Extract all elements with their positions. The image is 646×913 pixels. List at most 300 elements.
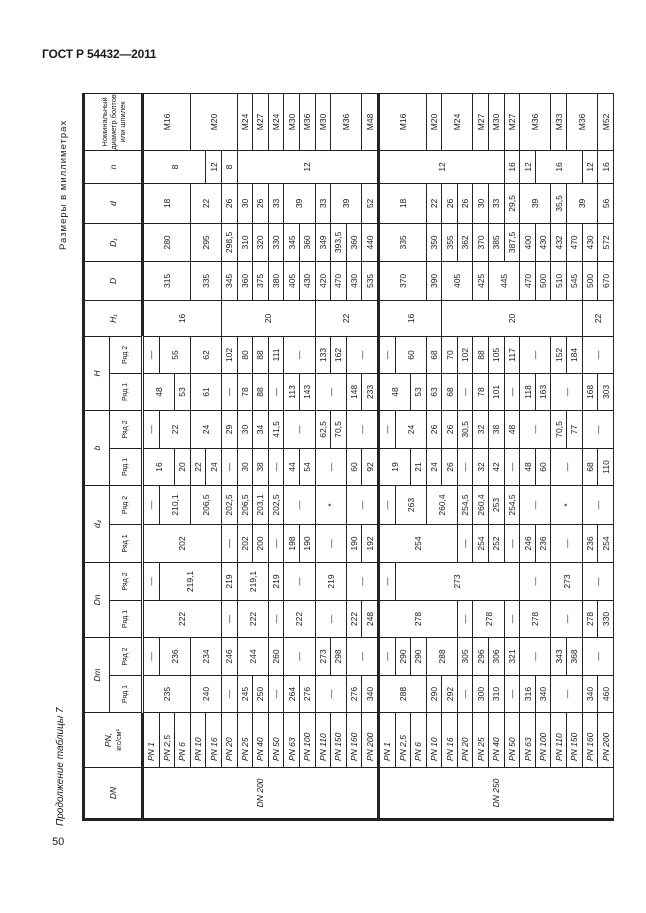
cell-h1: 78: [473, 373, 489, 410]
cell-d42: —: [582, 485, 613, 524]
cell-dm1: —: [551, 676, 582, 713]
cell-b2: —: [143, 410, 160, 448]
pn-cell: PN 50: [268, 713, 284, 768]
cell-n: 12: [520, 150, 536, 183]
pn-cell: PN 110: [551, 713, 567, 768]
cell-h1: 88: [253, 373, 269, 410]
cell-d42: —: [143, 485, 160, 524]
cell-b1: —: [504, 448, 520, 485]
table-row: [237, 93, 253, 819]
cell-b2: 48: [504, 410, 520, 448]
header-b: b: [84, 410, 110, 485]
cell-b1: —: [315, 448, 346, 485]
cell-dm2: 343: [551, 637, 567, 675]
cell-b1: 60: [346, 448, 362, 485]
cell-d: 380: [268, 261, 284, 300]
cell-dm1: —: [221, 676, 237, 713]
cell-h2: —: [284, 336, 315, 373]
table-row: [504, 93, 520, 819]
cell-h2: —: [346, 336, 378, 373]
pn-cell: PN 160: [346, 713, 362, 768]
cell-d42: —: [378, 485, 395, 524]
cell-d: 56: [598, 183, 614, 223]
cell-dm2: 368: [567, 637, 583, 675]
cell-dm2: 306: [489, 637, 505, 675]
cell-d: 335: [190, 261, 221, 300]
cell-d41: 202: [143, 524, 222, 562]
cell-h1: 20: [442, 300, 582, 336]
pn-cell: PN 50: [504, 713, 520, 768]
table-row: [315, 93, 331, 819]
cell-dm1: —: [457, 676, 473, 713]
cell-h1: 163: [535, 373, 551, 410]
cell-dm1: 300: [473, 676, 489, 713]
cell-h2: 88: [473, 336, 489, 373]
cell-b1: 68: [582, 448, 598, 485]
cell-dm1: 316: [520, 676, 536, 713]
table-row: [457, 93, 473, 819]
cell-h1: 20: [221, 300, 315, 336]
cell-d: 39: [520, 183, 551, 223]
cell-dm2: 305: [457, 637, 473, 675]
pn-cell: PN 63: [520, 713, 536, 768]
cell-h2: 152: [551, 336, 567, 373]
cell-d1: 320: [253, 223, 269, 261]
cell-dm2: 296: [473, 637, 489, 675]
cell-d42: *: [551, 485, 582, 524]
cell-d: 670: [598, 261, 614, 300]
pn-cell: PN 1: [378, 713, 395, 768]
header-row-1: Ряд 1: [110, 448, 143, 485]
cell-d42: 263: [395, 485, 426, 524]
cell-d42: 206,5: [190, 485, 221, 524]
cell-h1: 148: [346, 373, 362, 410]
cell-d: 430: [346, 261, 362, 300]
cell-d41: 254: [598, 524, 614, 562]
table-row: [426, 93, 442, 819]
cell-d1: 330: [268, 223, 284, 261]
cell-d: 390: [426, 261, 442, 300]
cell-bolt: M27: [473, 93, 489, 150]
cell-bolt: M20: [190, 93, 237, 150]
cell-d1: 310: [237, 223, 253, 261]
cell-dm1: 288: [378, 676, 426, 713]
pn-cell: PN 10: [426, 713, 442, 768]
pn-cell: PN 200: [362, 713, 379, 768]
page-number: 50: [52, 836, 65, 848]
pn-cell: PN 2,5: [395, 713, 411, 768]
cell-d42: 260,4: [473, 485, 489, 524]
cell-b2: —: [284, 410, 315, 448]
pn-cell: PN 100: [535, 713, 551, 768]
cell-h2: 117: [504, 336, 520, 373]
pn-cell: PN 20: [457, 713, 473, 768]
cell-b1: 54: [299, 448, 315, 485]
cell-d1: 370: [473, 223, 489, 261]
cell-dn2: —: [520, 562, 551, 600]
cell-dm1: 276: [346, 676, 362, 713]
cell-dm2: 260: [268, 637, 284, 675]
cell-d: 405: [442, 261, 473, 300]
pn-cell: PN 25: [473, 713, 489, 768]
cell-d41: 198: [284, 524, 300, 562]
table-row: [253, 93, 269, 819]
cell-n: 12: [378, 150, 504, 183]
cell-dm1: —: [315, 676, 346, 713]
cell-dn2: —: [582, 562, 613, 600]
pn-cell: PN 160: [582, 713, 598, 768]
table-row: [551, 93, 567, 819]
cell-bolt: M27: [504, 93, 520, 150]
cell-d: 420: [315, 261, 331, 300]
cell-h1: 22: [315, 300, 378, 336]
cell-d1: 335: [378, 223, 426, 261]
cell-h2: —: [520, 336, 551, 373]
cell-n: 16: [504, 150, 520, 183]
cell-b2: 26: [426, 410, 442, 448]
cell-bolt: M36: [567, 93, 598, 150]
cell-h2: 68: [426, 336, 442, 373]
cell-dm1: —: [268, 676, 284, 713]
cell-b1: 30: [237, 448, 253, 485]
cell-bolt: M27: [253, 93, 269, 150]
cell-b1: 24: [426, 448, 442, 485]
cell-b1: 19: [378, 448, 410, 485]
cell-bolt: M36: [520, 93, 551, 150]
cell-dn1: 222: [284, 600, 315, 637]
cell-b2: 70,5: [551, 410, 567, 448]
cell-d41: 254: [473, 524, 489, 562]
cell-d: 18: [143, 183, 191, 223]
cell-dm2: 298: [331, 637, 347, 675]
cell-dn1: —: [315, 600, 346, 637]
cell-bolt: M48: [362, 93, 379, 150]
cell-d: 29,5: [504, 183, 520, 223]
cell-dn2: 219,1: [237, 562, 268, 600]
document-title: ГОСТ Р 54432—2011: [42, 47, 157, 61]
cell-d: 26: [442, 183, 458, 223]
table-row: [143, 93, 160, 819]
cell-dm1: 245: [237, 676, 253, 713]
cell-d1: 349: [315, 223, 331, 261]
pn-cell: PN 110: [315, 713, 331, 768]
cell-b2: 29: [221, 410, 237, 448]
cell-b2: 24: [395, 410, 426, 448]
cell-dm1: 292: [442, 676, 458, 713]
cell-h1: 303: [598, 373, 614, 410]
cell-h1: 118: [520, 373, 536, 410]
cell-d41: 190: [299, 524, 315, 562]
cell-dm2: —: [520, 637, 551, 675]
cell-dm1: —: [504, 676, 520, 713]
table-row: [362, 93, 379, 819]
cell-b2: —: [346, 410, 378, 448]
cell-bolt: M24: [237, 93, 253, 150]
cell-h2: 55: [159, 336, 190, 373]
cell-d: 545: [567, 261, 583, 300]
cell-d1: 295: [190, 223, 221, 261]
header-row-2: Ряд 2: [110, 485, 143, 524]
cell-d: 39: [331, 183, 362, 223]
cell-n: 16: [598, 150, 614, 183]
cell-dn2: 273: [551, 562, 582, 600]
cell-dn2: 219,1: [159, 562, 221, 600]
cell-dm2: —: [284, 637, 315, 675]
header-dm: Dm: [84, 637, 110, 712]
cell-dn1: —: [268, 600, 284, 637]
header-row-2: Ряд 2: [110, 336, 143, 373]
cell-d41: 192: [362, 524, 379, 562]
cell-b1: 44: [284, 448, 300, 485]
cell-d42: —: [284, 485, 315, 524]
cell-d41: 254: [378, 524, 457, 562]
cell-h2: —: [378, 336, 395, 373]
cell-d1: 280: [143, 223, 191, 261]
cell-d41: —: [551, 524, 582, 562]
cell-d: 26: [457, 183, 473, 223]
cell-d41: 200: [253, 524, 269, 562]
cell-dn1: 222: [143, 600, 222, 637]
cell-dm1: 340: [535, 676, 551, 713]
cell-d1: 432: [551, 223, 567, 261]
pn-cell: PN 40: [253, 713, 269, 768]
cell-h1: —: [315, 373, 346, 410]
cell-d: 39: [567, 183, 598, 223]
header-d-big: D: [84, 261, 143, 300]
cell-h1: —: [504, 373, 520, 410]
pn-cell: PN 100: [299, 713, 315, 768]
cell-h1: 48: [143, 373, 175, 410]
cell-d1: 572: [598, 223, 614, 261]
cell-d: 22: [190, 183, 221, 223]
cell-dn2: 219: [268, 562, 284, 600]
cell-d: 52: [362, 183, 379, 223]
cell-b2: —: [378, 410, 395, 448]
cell-b2: 62,5: [315, 410, 331, 448]
cell-bolt: M30: [315, 93, 331, 150]
cell-n: 8: [221, 150, 237, 183]
cell-dm1: 276: [299, 676, 315, 713]
header-row-2: Ряд 2: [110, 637, 143, 675]
cell-dm1: 264: [284, 676, 300, 713]
cell-d1: 298,5: [221, 223, 237, 261]
cell-h2: 80: [237, 336, 253, 373]
cell-h1: 16: [143, 300, 222, 336]
cell-dm1: 460: [598, 676, 614, 713]
pn-cell: PN 40: [489, 713, 505, 768]
cell-n: 12: [582, 150, 598, 183]
cell-h1: —: [457, 373, 473, 410]
cell-b1: 48: [520, 448, 536, 485]
cell-d: 445: [489, 261, 520, 300]
cell-dm2: 273: [315, 637, 331, 675]
cell-n: 12: [237, 150, 378, 183]
cell-b2: 70,5: [331, 410, 347, 448]
cell-dn2: 273: [395, 562, 520, 600]
pn-cell: PN 2,5: [159, 713, 175, 768]
pn-cell: PN 20: [221, 713, 237, 768]
cell-b1: 92: [362, 448, 379, 485]
cell-dn1: 278: [582, 600, 598, 637]
cell-h1: 233: [362, 373, 379, 410]
cell-b1: 21: [411, 448, 427, 485]
cell-h1: 143: [299, 373, 315, 410]
cell-h1: 168: [582, 373, 598, 410]
cell-dm2: —: [143, 637, 160, 675]
cell-b2: 26: [442, 410, 458, 448]
cell-d41: 236: [582, 524, 598, 562]
cell-b1: —: [268, 448, 284, 485]
cell-d: 500: [582, 261, 598, 300]
cell-dm1: 235: [143, 676, 191, 713]
cell-d: 500: [535, 261, 551, 300]
pn-cell: PN 10: [190, 713, 206, 768]
cell-b2: 24: [190, 410, 221, 448]
cell-h1: 63: [426, 373, 442, 410]
cell-h1: 113: [284, 373, 300, 410]
cell-dn2: —: [284, 562, 315, 600]
cell-bolt: M36: [331, 93, 362, 150]
cell-d: 405: [284, 261, 300, 300]
header-d4: d₄: [84, 485, 110, 562]
cell-d: 18: [378, 183, 426, 223]
table-row: [378, 93, 395, 819]
header-row-1: Ряд 1: [110, 373, 143, 410]
cell-h2: 70: [442, 336, 458, 373]
cell-dn1: —: [504, 600, 520, 637]
cell-n: 12: [206, 150, 222, 183]
cell-d1: 393,5: [331, 223, 347, 261]
cell-h1: 101: [489, 373, 505, 410]
cell-bolt: M16: [378, 93, 426, 150]
header-pn-label: PN,: [103, 732, 113, 748]
cell-d: 360: [237, 261, 253, 300]
cell-dn1: —: [221, 600, 237, 637]
cell-d41: 190: [346, 524, 362, 562]
cell-n: 16: [535, 150, 582, 183]
cell-d42: 254,5: [457, 485, 473, 524]
cell-d: 370: [378, 261, 426, 300]
cell-bolt: M33: [551, 93, 567, 150]
cell-d: 39: [284, 183, 315, 223]
cell-b2: 30,5: [457, 410, 473, 448]
pn-cell: PN 16: [206, 713, 222, 768]
table-row: [284, 93, 300, 819]
cell-d41: 236: [535, 524, 551, 562]
cell-h1: —: [221, 373, 237, 410]
cell-h2: 102: [221, 336, 237, 373]
units-note: Размеры в миллиметрах: [58, 119, 69, 250]
header-h: H: [84, 336, 110, 410]
cell-dn1: 222: [237, 600, 268, 637]
pn-cell: PN 25: [237, 713, 253, 768]
pn-cell: PN 6: [411, 713, 427, 768]
cell-h1: 48: [378, 373, 410, 410]
cell-d1: 385: [489, 223, 505, 261]
header-row-2: Ряд 2: [110, 410, 143, 448]
cell-dn2: —: [378, 562, 395, 600]
cell-b2: 22: [159, 410, 190, 448]
cell-d: 22: [426, 183, 442, 223]
cell-d41: 246: [520, 524, 536, 562]
header-dn: DN: [84, 768, 143, 820]
cell-h1: —: [551, 373, 582, 410]
cell-b1: 24: [206, 448, 222, 485]
cell-d: 470: [520, 261, 536, 300]
table-row: [489, 93, 505, 819]
cell-bolt: M16: [143, 93, 191, 150]
cell-dm2: 290: [411, 637, 427, 675]
cell-d: 430: [299, 261, 315, 300]
pn-cell: PN 63: [284, 713, 300, 768]
cell-h2: 62: [190, 336, 221, 373]
pn-cell: PN 200: [598, 713, 614, 768]
cell-d1: 430: [535, 223, 551, 261]
cell-dn1: 248: [362, 600, 379, 637]
cell-bolt: M20: [426, 93, 442, 150]
cell-dn1: —: [457, 600, 473, 637]
cell-dm1: 310: [489, 676, 505, 713]
cell-h1: 22: [582, 300, 613, 336]
cell-d41: —: [315, 524, 346, 562]
cell-dm2: 288: [426, 637, 457, 675]
table-row: [442, 93, 458, 819]
cell-h2: 105: [489, 336, 505, 373]
table-continuation-label: Продолжение таблицы 7: [55, 707, 66, 826]
cell-b1: —: [457, 448, 473, 485]
cell-b2: 41,5: [268, 410, 284, 448]
cell-d1: 355: [442, 223, 458, 261]
cell-n: 8: [143, 150, 206, 183]
cell-d41: —: [504, 524, 520, 562]
cell-d42: *: [315, 485, 346, 524]
cell-h2: —: [582, 336, 613, 373]
cell-d1: 470: [567, 223, 583, 261]
cell-d42: 253: [489, 485, 505, 524]
cell-d: 33: [268, 183, 284, 223]
cell-d: 33: [315, 183, 331, 223]
cell-d: 35,5: [551, 183, 567, 223]
table-row: [520, 93, 536, 819]
cell-d: 26: [221, 183, 237, 223]
cell-d: 425: [473, 261, 489, 300]
cell-d42: —: [520, 485, 551, 524]
cell-h2: 133: [315, 336, 331, 373]
pn-cell: PN 150: [567, 713, 583, 768]
cell-h1: 16: [378, 300, 441, 336]
pn-cell: PN 150: [331, 713, 347, 768]
header-pn: [84, 713, 143, 768]
cell-dm2: 321: [504, 637, 520, 675]
cell-b2: 30: [237, 410, 253, 448]
cell-d41: —: [268, 524, 284, 562]
cell-b2: 32: [473, 410, 489, 448]
dn-cell: DN 250: [378, 768, 613, 820]
cell-b1: 38: [253, 448, 269, 485]
cell-b1: 42: [489, 448, 505, 485]
cell-dm2: 246: [221, 637, 237, 675]
cell-d: 26: [253, 183, 269, 223]
cell-h2: 111: [268, 336, 284, 373]
cell-h1: 78: [237, 373, 253, 410]
cell-dn2: 219: [315, 562, 346, 600]
cell-d1: 430: [582, 223, 598, 261]
table-row: [190, 93, 206, 819]
cell-bolt: M24: [268, 93, 284, 150]
cell-d: 375: [253, 261, 269, 300]
cell-b1: 16: [143, 448, 175, 485]
cell-h1: 53: [175, 373, 191, 410]
